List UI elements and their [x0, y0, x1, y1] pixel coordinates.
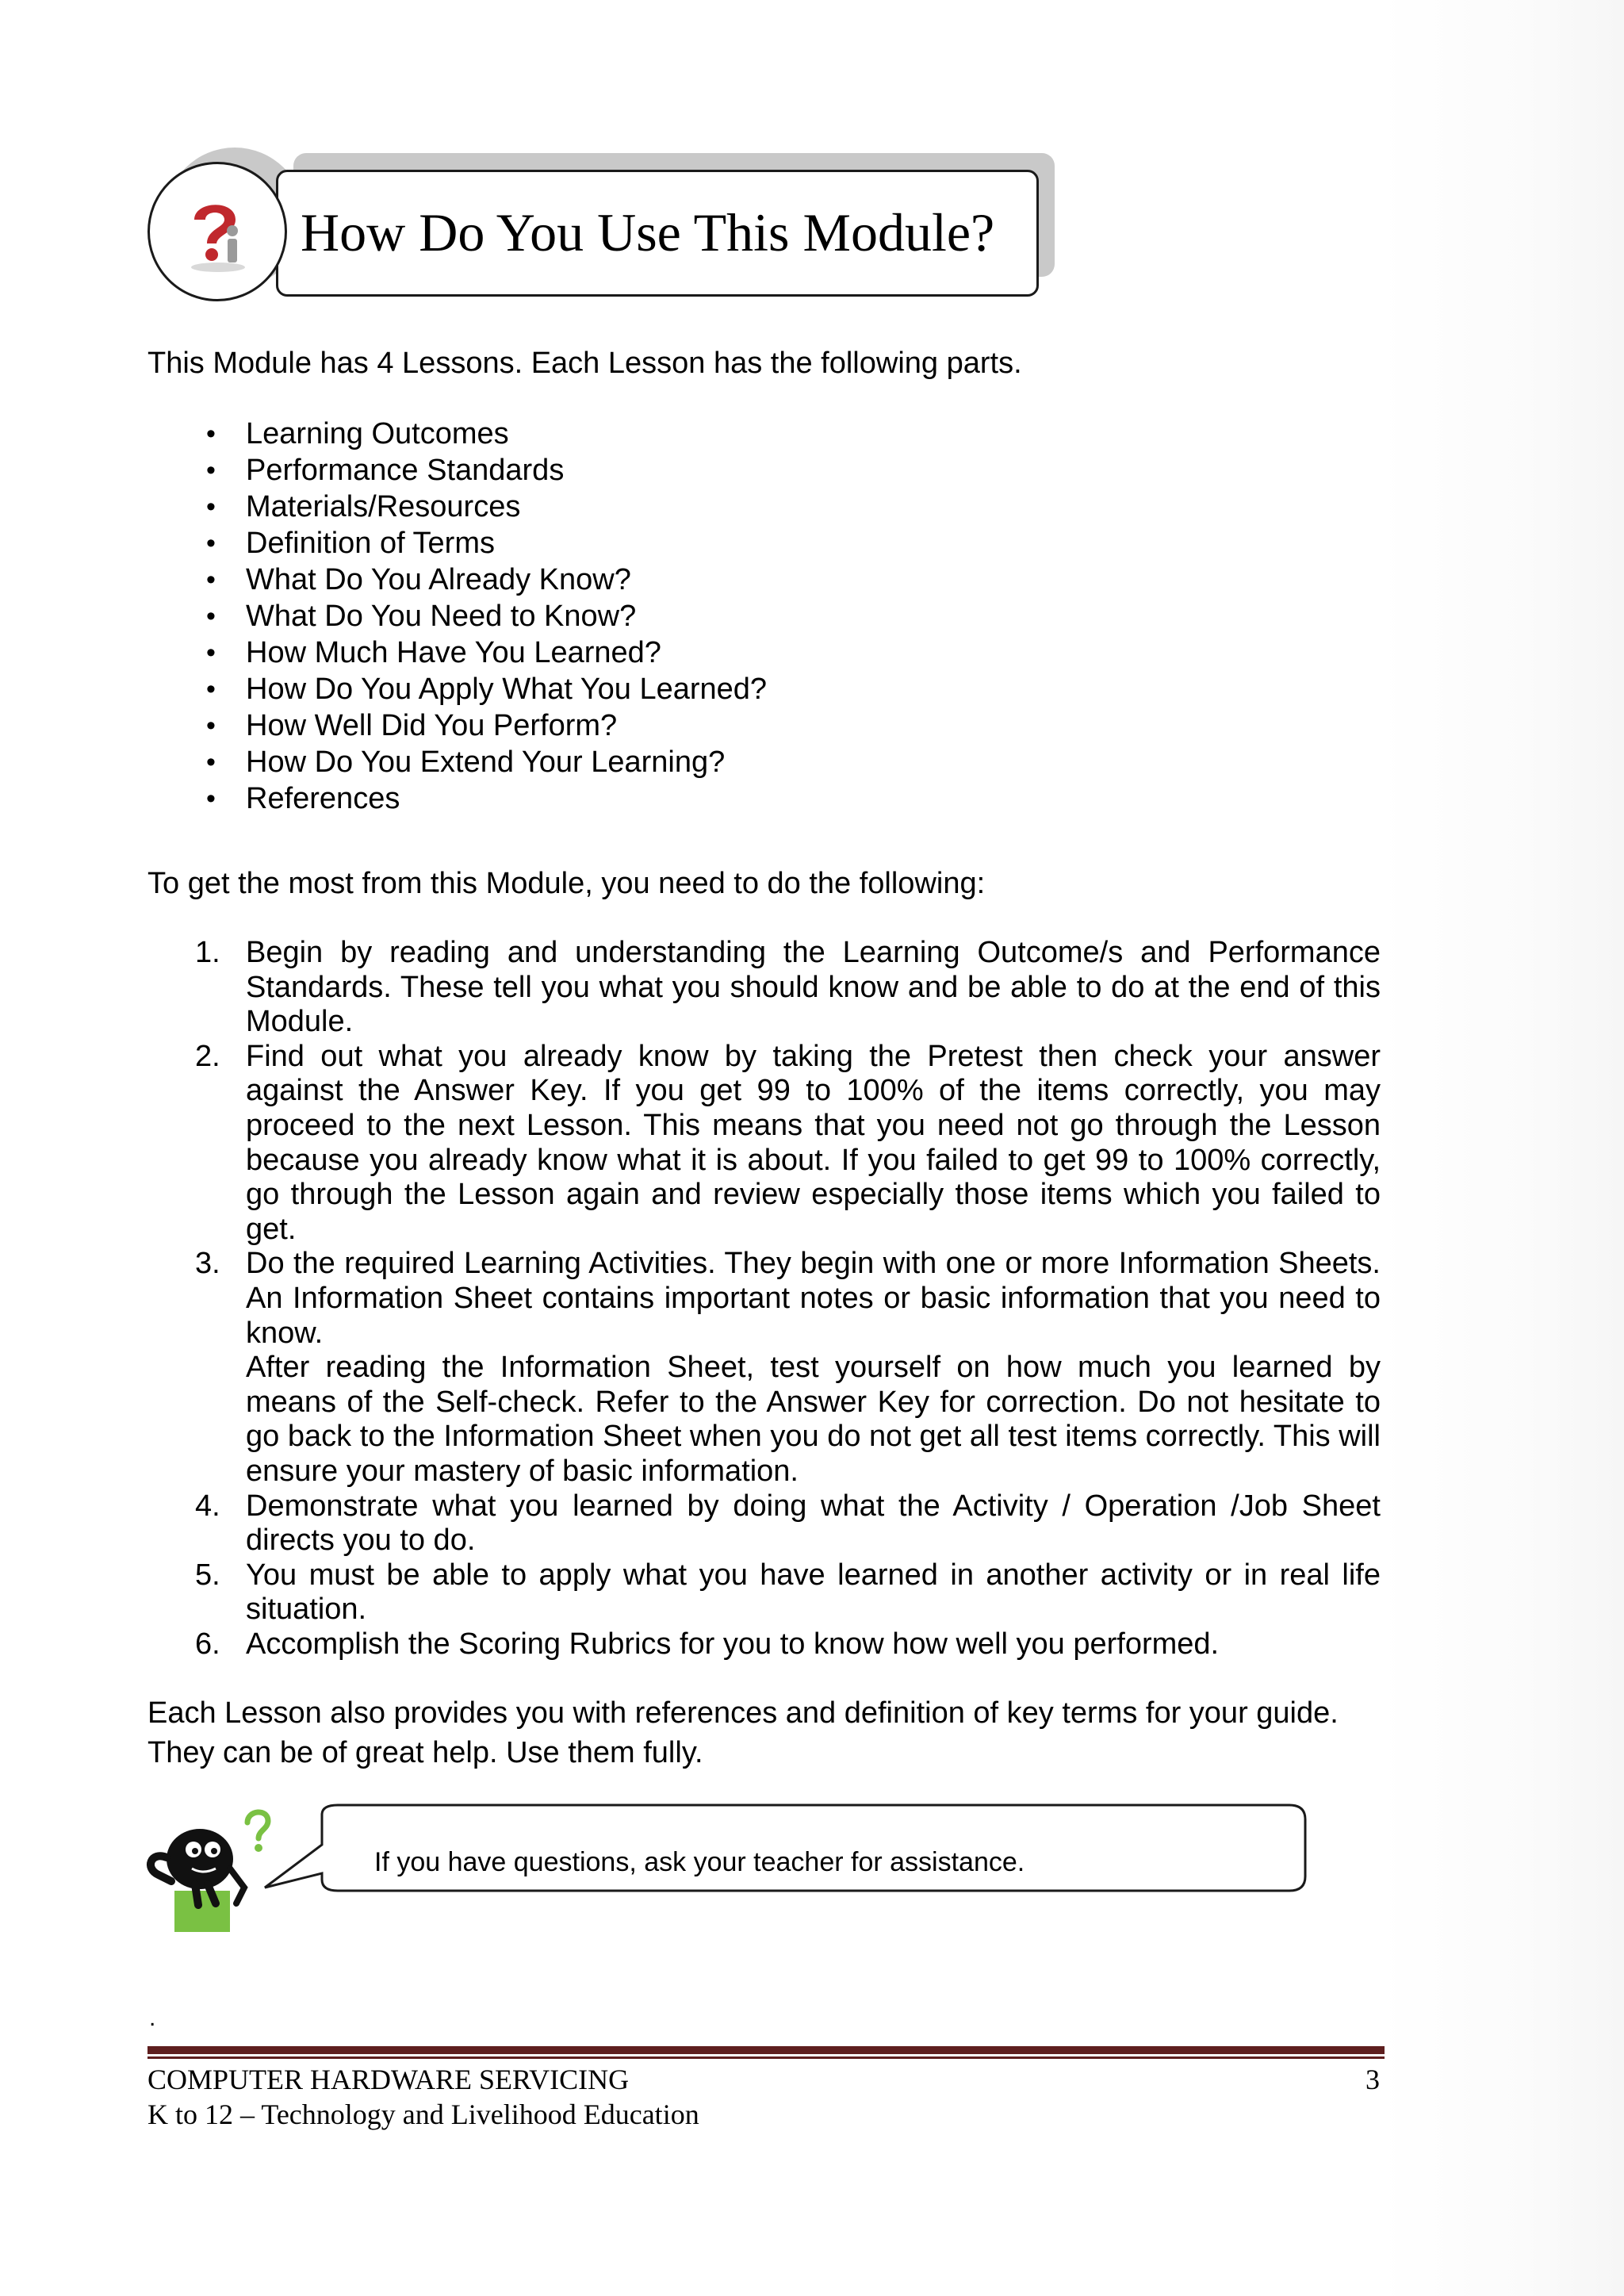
step-number: 2. — [195, 1039, 220, 1073]
step-item — [147, 1489, 1381, 1558]
bullet-icon: • — [206, 492, 216, 522]
bullet-icon: • — [206, 601, 216, 631]
closing-text-line2: They can be of great help. Use them fully. — [147, 1736, 703, 1769]
step-item — [147, 1247, 1381, 1489]
list-item: • Definition of Terms — [206, 527, 495, 560]
list-item: • How Much Have You Learned? — [206, 636, 661, 669]
step-text: Find out what you already know by taking the Pretest then check your answer against the Answer Key. If you get 99 to 100% of the items correctly, you may proceed to the next Lesson. This means that you need not go through the Lesson because you already know what it is about. If you failed to get 99 to 100% correctly, go through the Lesson again and review especially those items which you failed to get. — [246, 1039, 1381, 1246]
title-banner — [276, 170, 1039, 297]
step-item — [147, 1558, 1381, 1627]
lesson-parts-list — [147, 416, 767, 817]
list-item: • Learning Outcomes — [206, 417, 509, 450]
step-item — [147, 1627, 1381, 1662]
todo-intro-text: To get the most from this Module, you need to do the following: — [147, 867, 986, 900]
step-text: Begin by reading and understanding the Learning Outcome/s and Performance Standards. These tell you what you should know and be able to do at the end of this Module. — [246, 936, 1381, 1039]
list-item: • How Do You Extend Your Learning? — [206, 746, 726, 779]
bullet-icon: • — [206, 638, 216, 668]
callout-text: If you have questions, ask your teacher for assistance. — [374, 1847, 1025, 1877]
list-item: • What Do You Already Know? — [206, 563, 631, 596]
bullet-icon: • — [206, 455, 216, 485]
step-text: You must be able to apply what you have learned in another activity or in real life situation. — [246, 1558, 1381, 1627]
list-item: • Performance Standards — [206, 454, 565, 487]
step-text: Do the required Learning Activities. They begin with one or more Information Sheets. An Information Sheet contains important notes or basic information that you need to know. — [246, 1247, 1381, 1350]
footer-rule-thin — [147, 2056, 1385, 2059]
step-item — [147, 936, 1381, 1040]
list-item: • References — [206, 782, 400, 815]
footer-dot: . — [149, 2005, 156, 2031]
step-text: Accomplish the Scoring Rubrics for you to know how well you performed. — [246, 1627, 1220, 1661]
page-number: 3 — [1365, 2064, 1380, 2095]
list-item: • How Well Did You Perform? — [206, 709, 618, 742]
list-item: • How Do You Apply What You Learned? — [206, 673, 768, 706]
steps-list — [147, 936, 1381, 1662]
bullet-icon: • — [206, 747, 216, 777]
bullet-icon: • — [206, 528, 216, 558]
step-number: 5. — [195, 1558, 220, 1592]
list-item: • Materials/Resources — [206, 490, 521, 523]
intro-text: This Module has 4 Lessons. Each Lesson has the following parts. — [147, 347, 1022, 380]
bullet-icon: • — [206, 565, 216, 595]
step-item — [147, 1040, 1381, 1248]
page-edge-shade — [1380, 0, 1624, 2296]
bullet-icon: • — [206, 674, 216, 704]
footer-rule — [147, 2046, 1385, 2054]
step-number: 3. — [195, 1247, 220, 1281]
bullet-icon: • — [206, 711, 216, 741]
step-number: 1. — [195, 936, 220, 969]
bullet-icon: • — [206, 419, 216, 449]
footer-program: K to 12 – Technology and Livelihood Education — [147, 2099, 699, 2130]
list-item: • What Do You Need to Know? — [206, 600, 637, 633]
step-number: 4. — [195, 1489, 220, 1523]
question-info-icon — [147, 162, 287, 301]
page-title: How Do You Use This Module? — [301, 202, 995, 263]
bullet-icon: • — [206, 784, 216, 814]
step-text: Demonstrate what you learned by doing what the Activity / Operation /Job Sheet directs you to do. — [246, 1489, 1381, 1558]
closing-text-line1: Each Lesson also provides you with references and definition of key terms for your guide. — [147, 1696, 1339, 1730]
step-number: 6. — [195, 1627, 220, 1661]
footer-course: COMPUTER HARDWARE SERVICING — [147, 2064, 630, 2095]
step-text-continued: After reading the Information Sheet, test yourself on how much you learned by means of the Self-check. Refer to the Answer Key for correction. Do not hesitate to go back to the Information Sheet when you do not get all test items correctly. This will ensure your mastery of basic information. — [246, 1351, 1381, 1488]
